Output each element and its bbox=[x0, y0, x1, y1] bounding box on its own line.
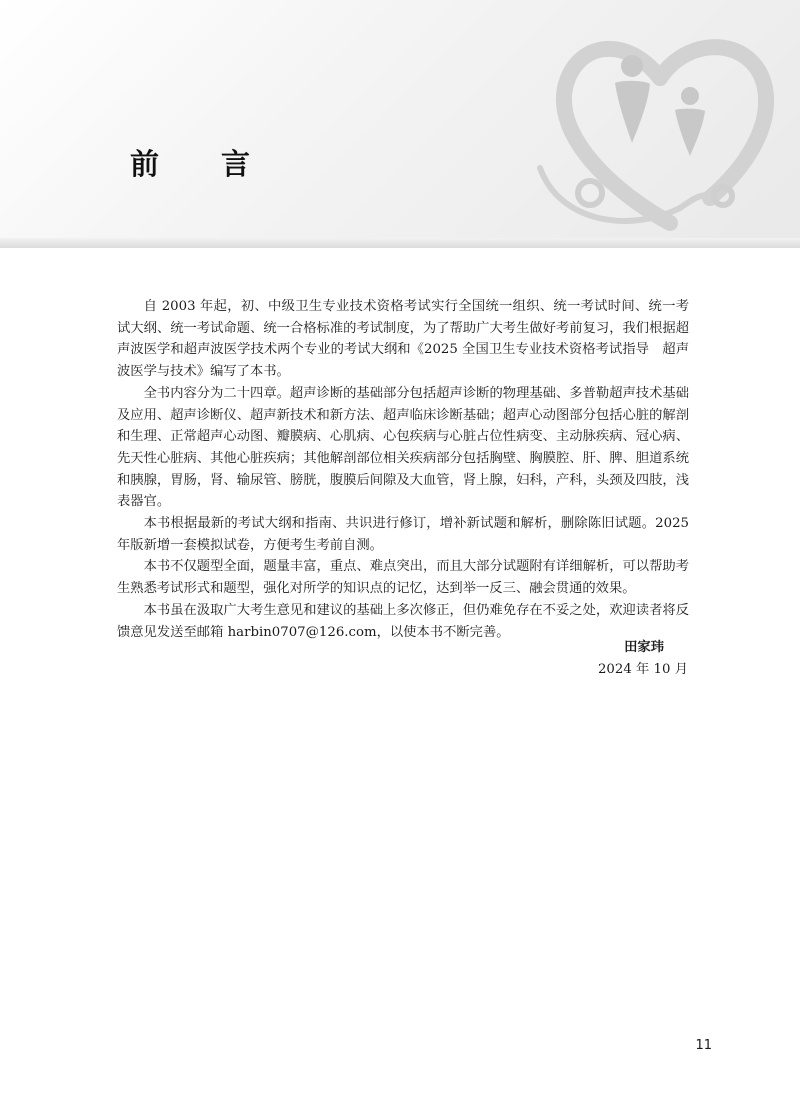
paragraph-1: 自 2003 年起，初、中级卫生专业技术资格考试实行全国统一组织、统一考试时间、统一考试大纲、统一考试命题、统一合格标准的考试制度，为了帮助广大考生做好考前复习，我们根据超声波医学和超声波医学技术两个专业的考试大纲和《2025 全国卫生专业技术资格考试指导 超声波医学与技术》编写了本书。 bbox=[117, 299, 689, 380]
preface-body bbox=[117, 296, 689, 643]
paragraph-2: 全书内容分为二十四章。超声诊断的基础部分包括超声诊断的物理基础、多普勒超声技术基础及应用、超声诊断仪、超声新技术和新方法、超声临床诊断基础；超声心动图部分包括心脏的解剖和生理、正常超声心动图、瓣膜病、心肌病、心包疾病与心脏占位性病变、主动脉疾病、冠心病、先天性心脏病、其他心脏疾病；其他解剖部位相关疾病部分包括胸壁、胸膜腔、肝、脾、胆道系统和胰腺，胃肠，肾、输尿管、膀胱，腹膜后间隙及大血管，肾上腺，妇科，产科，头颈及四肢，浅表器官。 bbox=[117, 385, 689, 510]
author-name: 田家玮 bbox=[624, 640, 664, 655]
paragraph-4: 本书不仅题型全面，题量丰富，重点、难点突出，而且大部分试题附有详细解析，可以帮助考生熟悉考试形式和题型，强化对所学的知识点的记忆，达到举一反三、融会贯通的效果。 bbox=[117, 559, 689, 597]
heart-family-stethoscope-icon bbox=[520, 18, 800, 248]
page-number: 11 bbox=[695, 1038, 712, 1053]
paragraph-5: 本书虽在汲取广大考生意见和建议的基础上多次修正，但仍难免存在不妥之处，欢迎读者将反馈意见发送至邮箱 harbin0707@126.com，以使本书不断完善。 bbox=[117, 602, 689, 640]
page-title: 前言 bbox=[130, 147, 313, 181]
signature-block bbox=[598, 637, 688, 681]
header-band bbox=[0, 0, 800, 248]
paragraph-3: 本书根据最新的考试大纲和指南、共识进行修订，增补新试题和解析，删除陈旧试题。2025 年版新增一套模拟试卷，方便考生考前自测。 bbox=[117, 516, 689, 553]
signature-date: 2024 年 10 月 bbox=[597, 662, 688, 677]
